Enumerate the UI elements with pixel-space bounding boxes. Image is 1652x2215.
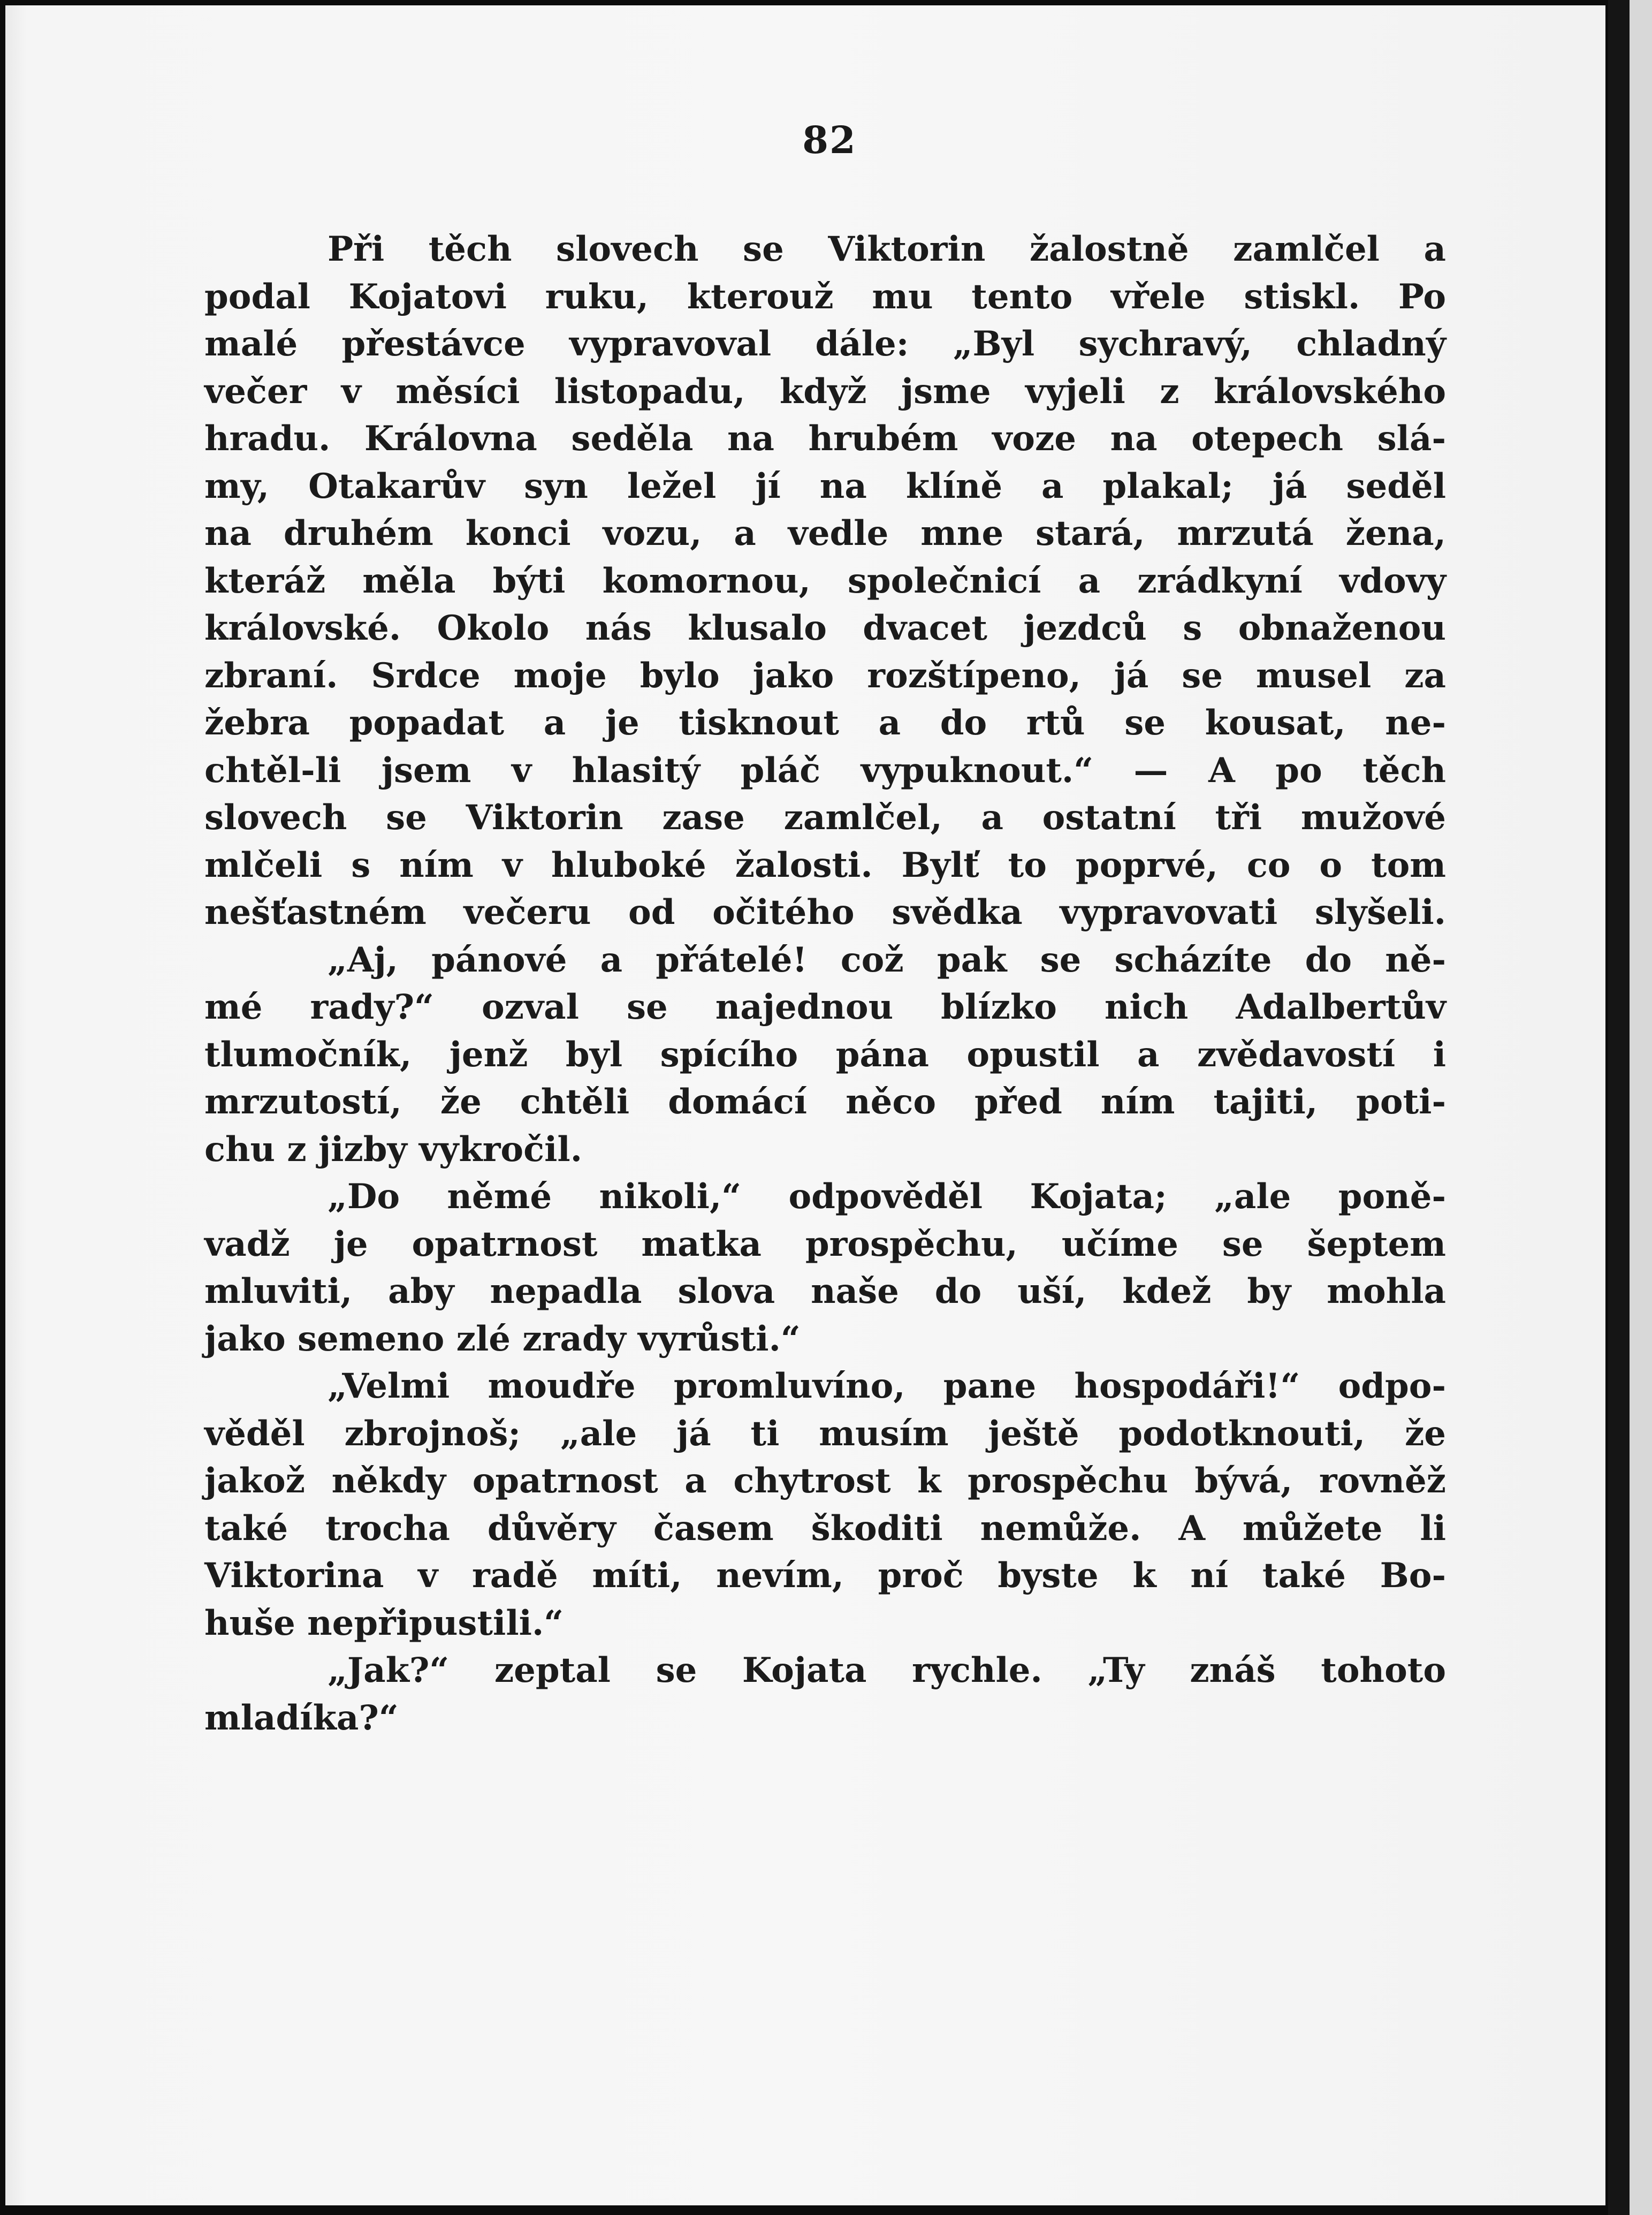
- text-line: „Do němé nikoli,“ odpověděl Kojata; „ale poně-: [328, 1177, 1446, 1217]
- text-line: mladíka?“: [204, 1697, 399, 1738]
- text-line: kteráž měla býti komornou, společnicí a zrádkyní vdovy: [204, 560, 1446, 601]
- text-line: my, Otakarův syn ležel jí na klíně a plakal; já seděl: [204, 466, 1446, 506]
- text-line: hradu. Královna seděla na hrubém voze na otepech slá-: [204, 419, 1446, 459]
- text-line: jakož někdy opatrnost a chytrost k prospěchu bývá, rovněž: [204, 1461, 1446, 1501]
- book-spine-edge: [1630, 0, 1652, 2215]
- text-line: „Jak?“ zeptal se Kojata rychle. „Ty znáš tohoto: [328, 1650, 1446, 1690]
- text-line: královské. Okolo nás klusalo dvacet jezdců s obnaženou: [204, 608, 1446, 648]
- text-line: slovech se Viktorin zase zamlčel, a ostatní tři mužové: [204, 798, 1446, 838]
- text-line: huše nepřipustili.“: [204, 1603, 564, 1643]
- text-line: chu z jizby vykročil.: [204, 1129, 582, 1170]
- text-line: Při těch slovech se Viktorin žalostně zamlčel a: [328, 229, 1446, 269]
- text-line: „Velmi moudře promluvíno, pane hospodáři!“ odpo-: [328, 1366, 1446, 1406]
- body-text: [204, 226, 1446, 1742]
- text-line: mé rady?“ ozval se najednou blízko nich Adalbertův: [204, 987, 1446, 1027]
- page-number: 82: [802, 118, 857, 162]
- text-line: chtěl-li jsem v hlasitý pláč vypuknout.“ — A po těch: [204, 750, 1446, 791]
- text-line: vadž je opatrnost matka prospěchu, učíme se šeptem: [204, 1224, 1446, 1264]
- text-line: podal Kojatovi ruku, kterouž mu tento vřele stiskl. Po: [204, 276, 1446, 317]
- text-line: mrzutostí, že chtěli domácí něco před ním tajiti, poti-: [204, 1082, 1446, 1122]
- text-line: večer v měsíci listopadu, když jsme vyjeli z královského: [204, 371, 1446, 412]
- text-line: nešťastném večeru od očitého svědka vypravovati slyšeli.: [204, 892, 1446, 932]
- text-line: zbraní. Srdce moje bylo jako rozštípeno, já se musel za: [204, 655, 1446, 696]
- text-line: také trocha důvěry časem škoditi nemůže. A můžete li: [204, 1508, 1446, 1549]
- text-line: věděl zbrojnoš; „ale já ti musím ještě podotknouti, že: [204, 1413, 1446, 1454]
- text-line: „Aj, pánové a přátelé! což pak se scházíte do ně-: [328, 939, 1446, 980]
- text-line: žebra popadat a je tisknout a do rtů se kousat, ne-: [204, 703, 1446, 743]
- text-line: na druhém konci vozu, a vedle mne stará, mrzutá žena,: [204, 513, 1446, 553]
- text-line: mlčeli s ním v hluboké žalosti. Bylť to poprvé, co o tom: [204, 845, 1446, 885]
- text-line: jako semeno zlé zrady vyrůsti.“: [204, 1318, 801, 1359]
- text-line: tlumočník, jenž byl spícího pána opustil a zvědavostí i: [204, 1034, 1446, 1075]
- text-line: malé přestávce vypravoval dále: „Byl sychravý, chladný: [204, 324, 1446, 364]
- book-spine-shadow: [1608, 0, 1630, 2215]
- text-line: Viktorina v radě míti, nevím, proč byste k ní také Bo-: [204, 1556, 1446, 1596]
- text-line: mluviti, aby nepadla slova naše do uší, kdež by mohla: [204, 1271, 1446, 1311]
